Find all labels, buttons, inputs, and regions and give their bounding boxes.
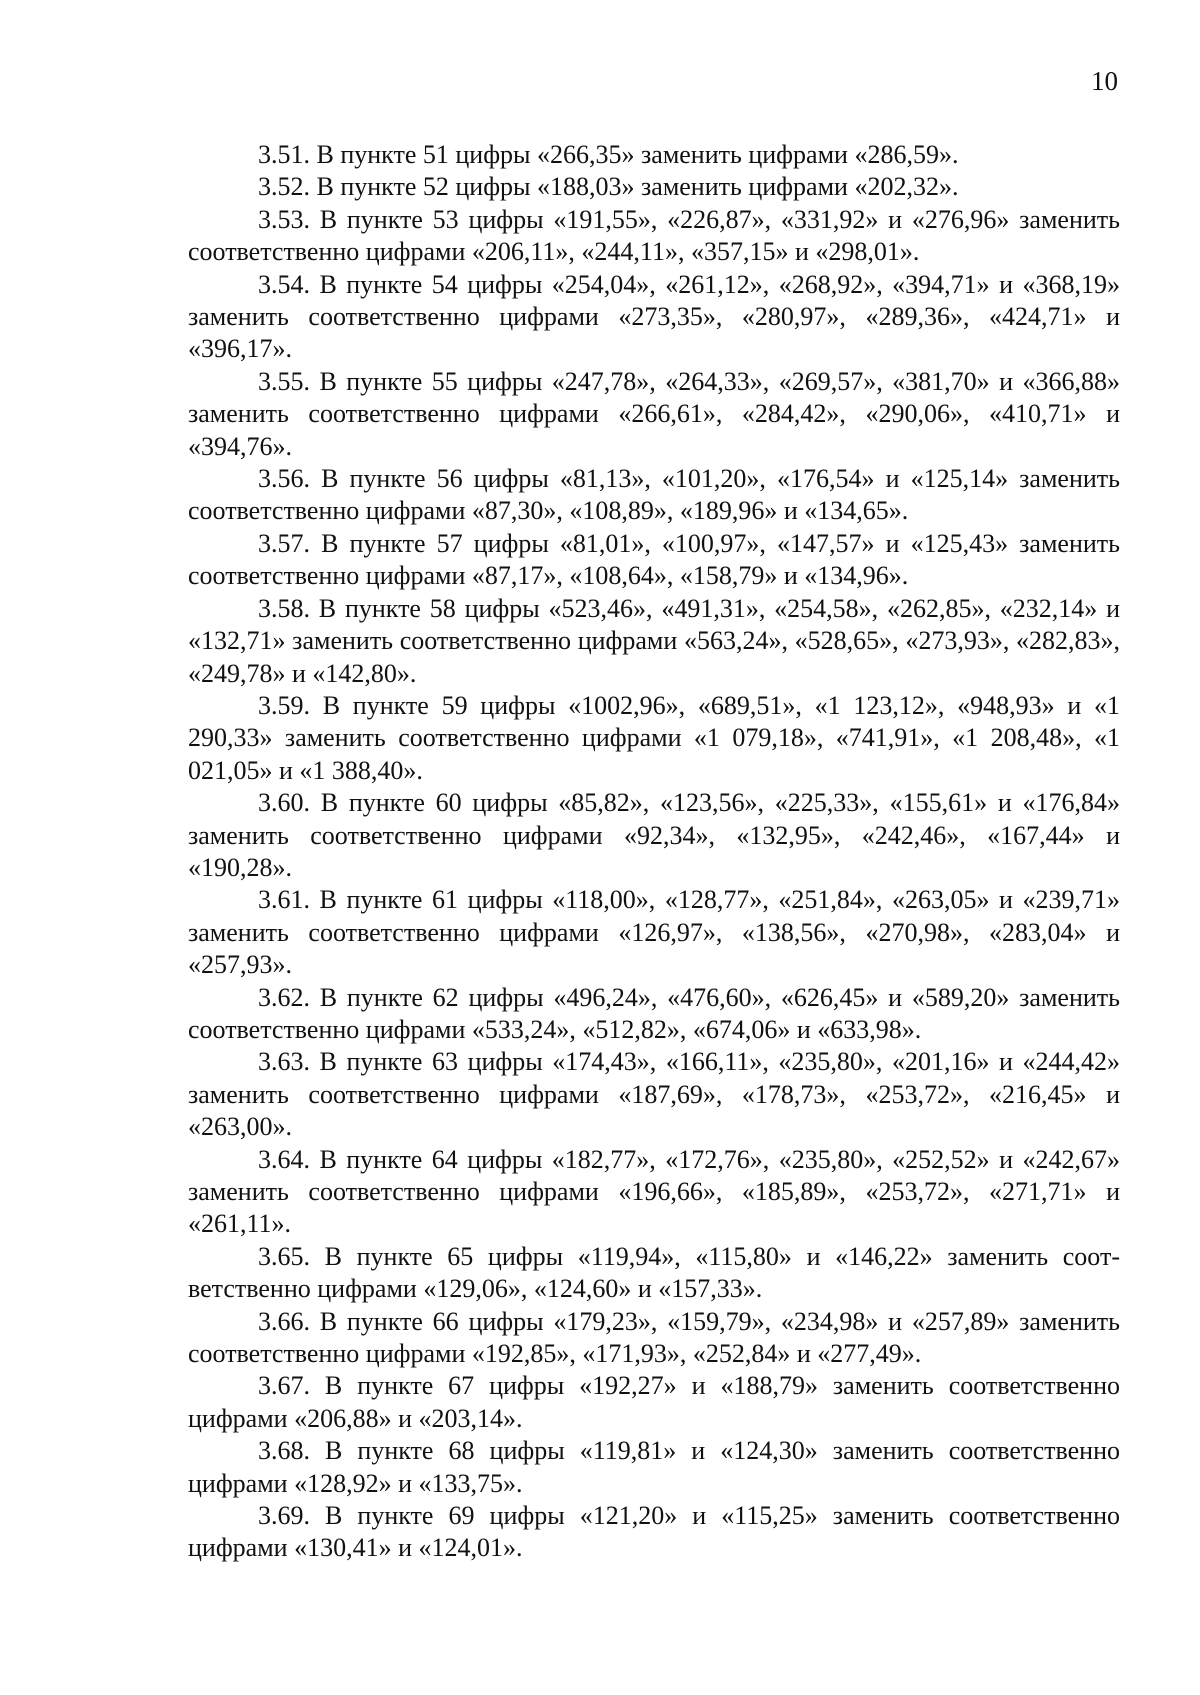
paragraph-3-55: 3.55. В пункте 55 цифры «247,78», «264,33», «269,57», «381,70» и «366,88» заменить соответственно цифрами «266,61», «284,42», «290,06», «410,71» и «394,76». xyxy=(188,366,1120,461)
document-body xyxy=(188,139,1120,1565)
paragraph-3-58: 3.58. В пункте 58 цифры «523,46», «491,31», «254,58», «262,85», «232,14» и «132,71» заменить соответственно цифрами «563,24», «528,65», «273,93», «282,83», «249,78» и «142,80». xyxy=(188,593,1120,688)
paragraph-3-69: 3.69. В пункте 69 цифры «121,20» и «115,25» заменить соответственно цифрами «130,41» и «124,01». xyxy=(188,1501,1120,1563)
paragraph-3-65: 3.65. В пункте 65 цифры «119,94», «115,80» и «146,22» заменить соответственно цифрами «129,06», «124,60» и «157,33». xyxy=(188,1241,1120,1304)
paragraph-3-59: 3.59. В пункте 59 цифры «1002,96», «689,51», «1 123,12», «948,93» и «1 290,33» заменить соответственно цифрами «1 079,18», «741,91», «1 208,48», «1 021,05» и «1 388,40». xyxy=(188,690,1120,785)
paragraph-3-60: 3.60. В пункте 60 цифры «85,82», «123,56», «225,33», «155,61» и «176,84» заменить соответственно цифрами «92,34», «132,95», «242,46», «167,44» и «190,28». xyxy=(188,788,1120,882)
paragraph-3-56: 3.56. В пункте 56 цифры «81,13», «101,20», «176,54» и «125,14» заменить соответственно цифрами «87,30», «108,89», «189,96» и «134,65». xyxy=(188,464,1120,526)
paragraph-3-62: 3.62. В пункте 62 цифры «496,24», «476,60», «626,45» и «589,20» заменить соответственно цифрами «533,24», «512,82», «674,06» и «633,98». xyxy=(188,982,1120,1044)
paragraph-3-63: 3.63. В пункте 63 цифры «174,43», «166,11», «235,80», «201,16» и «244,42» заменить соответственно цифрами «187,69», «178,73», «253,72», «216,45» и «263,00». xyxy=(188,1047,1120,1142)
paragraph-3-61: 3.61. В пункте 61 цифры «118,00», «128,77», «251,84», «263,05» и «239,71» заменить соответственно цифрами «126,97», «138,56», «270,98», «283,04» и «257,93». xyxy=(188,885,1120,980)
paragraph-3-54: 3.54. В пункте 54 цифры «254,04», «261,12», «268,92», «394,71» и «368,19» заменить соответственно цифрами «273,35», «280,97», «289,36», «424,71» и «396,17». xyxy=(188,269,1120,364)
paragraph-3-68: 3.68. В пункте 68 цифры «119,81» и «124,30» заменить соответственно цифрами «128,92» и «133,75». xyxy=(188,1436,1120,1498)
paragraph-3-52: 3.52. В пункте 52 цифры «188,03» заменить цифрами «202,32». xyxy=(258,172,959,202)
page-number: 10 xyxy=(1091,66,1118,96)
paragraph-3-66: 3.66. В пункте 66 цифры «179,23», «159,79», «234,98» и «257,89» заменить соответственно цифрами «192,85», «171,93», «252,84» и «277,49». xyxy=(188,1306,1120,1369)
paragraph-3-51: 3.51. В пункте 51 цифры «266,35» заменить цифрами «286,59». xyxy=(258,140,959,169)
paragraph-3-67: 3.67. В пункте 67 цифры «192,27» и «188,79» заменить соответственно цифрами «206,88» и «203,14». xyxy=(188,1371,1120,1433)
paragraph-3-57: 3.57. В пункте 57 цифры «81,01», «100,97», «147,57» и «125,43» заменить соответственно цифрами «87,17», «108,64», «158,79» и «134,96». xyxy=(188,528,1120,591)
paragraph-3-64: 3.64. В пункте 64 цифры «182,77», «172,76», «235,80», «252,52» и «242,67» заменить соответственно цифрами «196,66», «185,89», «253,72», «271,71» и «261,11». xyxy=(188,1144,1120,1239)
paragraph-3-53: 3.53. В пункте 53 цифры «191,55», «226,87», «331,92» и «276,96» заменить соответственно цифрами «206,11», «244,11», «357,15» и «298,01». xyxy=(188,204,1120,267)
